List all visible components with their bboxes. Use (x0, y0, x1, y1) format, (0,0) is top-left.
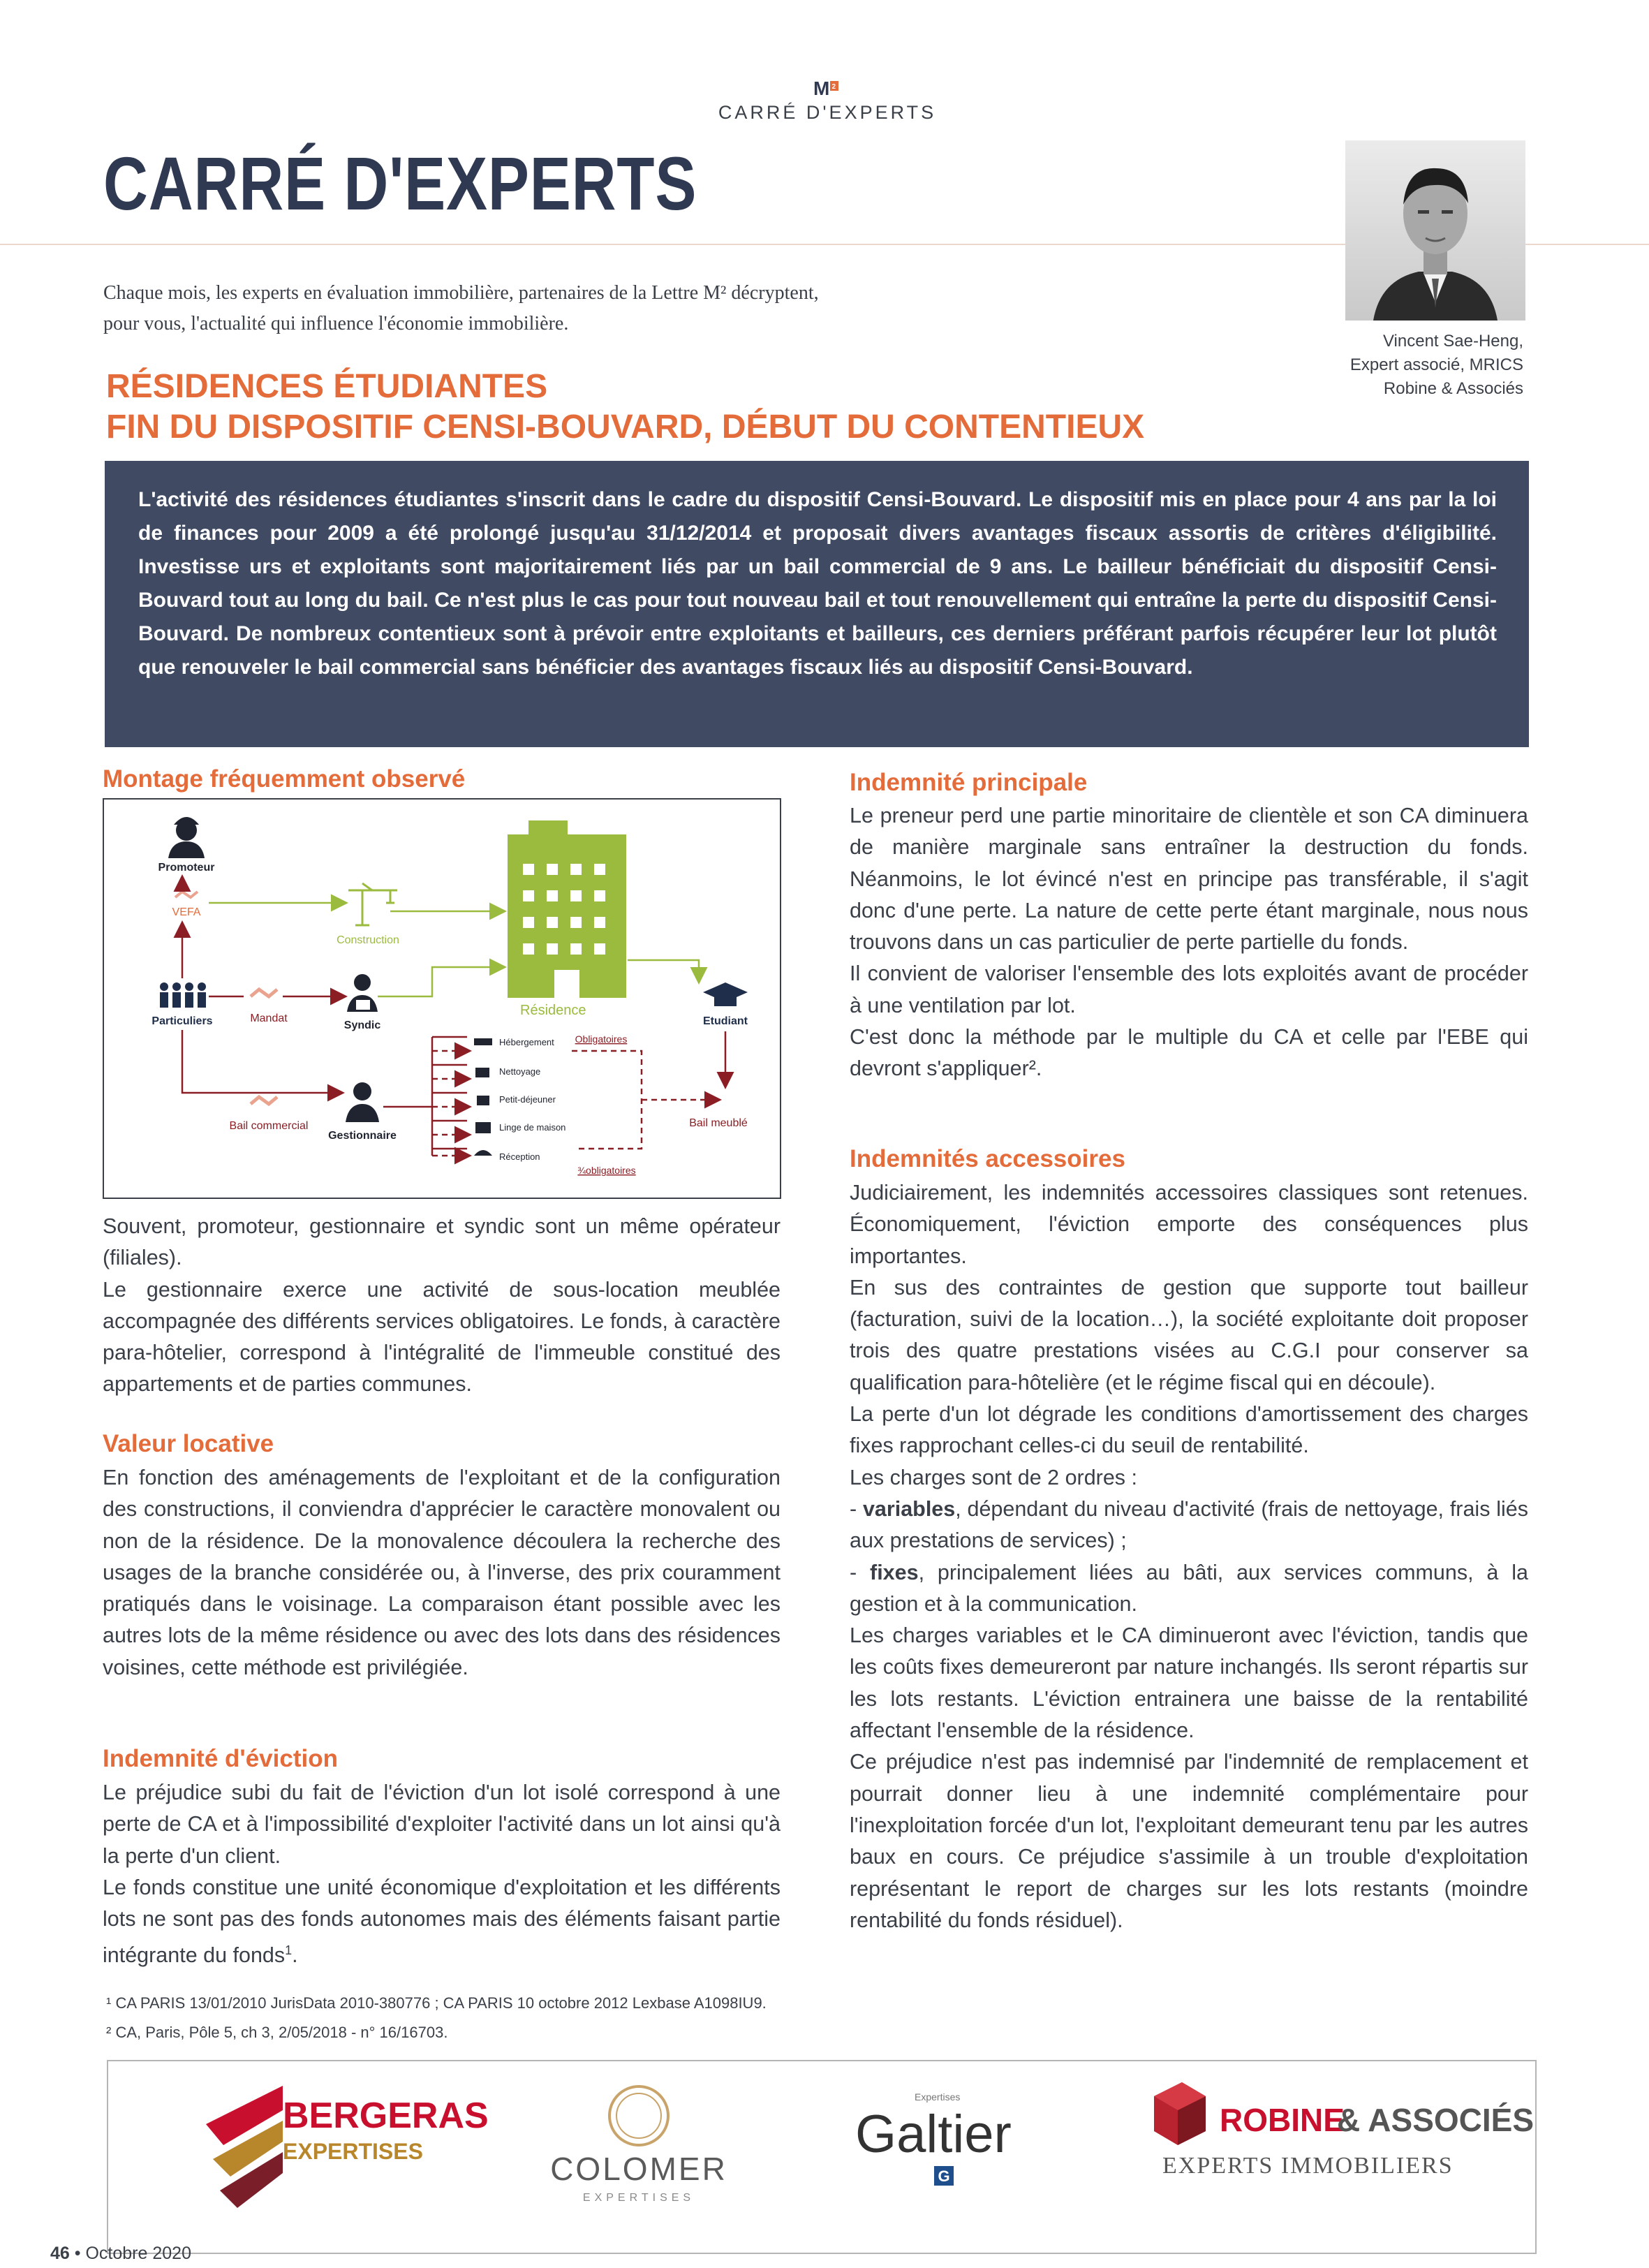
dashed-service-arrows (432, 1051, 718, 1156)
service-reception: Réception (499, 1151, 540, 1162)
eviction-p1: Le préjudice subi du fait de l'éviction d'un lot isolé correspond à une perte de CA et à l'impossibilité d'exploiter l'activité dans un lot ainsi qu'à la perte d'un client. (103, 1781, 781, 1868)
intro-line-2: pour vous, l'actualité qui influence l'économie immobilière. (103, 313, 569, 334)
galtier-logo (855, 2091, 1012, 2186)
obligatoires-3-4-label: ¾obligatoires (577, 1165, 636, 1176)
footnote-2: ² CA, Paris, Pôle 5, ch 3, 2/05/2018 - n° 16/16703. (106, 2024, 448, 2041)
accessoires-bullet-variables (850, 1494, 1528, 1557)
article-title-line-1: RÉSIDENCES ÉTUDIANTES (106, 368, 548, 405)
gestionnaire-label: Gestionnaire (328, 1130, 397, 1142)
footnote-ref-1: 1 (285, 1943, 293, 1958)
article-title (106, 367, 1328, 448)
residence-label: Résidence (520, 1003, 586, 1018)
montage-p1: Souvent, promoteur, gestionnaire et syndic sont un même opérateur (filiales). (103, 1214, 781, 1270)
heading-montage: Montage fréquemment observé (103, 765, 466, 793)
colomer-sub: EXPERTISES (582, 2192, 695, 2204)
bergeras-sub: EXPERTISES (283, 2139, 423, 2164)
intro-line-1: Chaque mois, les experts en évaluation immobilière, partenaires de la Lettre M² décryptent, (103, 282, 819, 304)
syndic-label: Syndic (343, 1019, 381, 1031)
bullet-variables-rest: , dépendant du niveau d'activité (frais de nettoyage, frais liés aux prestations de services) ; (850, 1496, 1528, 1553)
service-linge: Linge de maison (499, 1122, 566, 1133)
page-number: 46 (50, 2244, 70, 2263)
bullet-dash: - (850, 1560, 871, 1584)
eviction-p2-end: . (292, 1943, 298, 1968)
particuliers-icon (160, 982, 206, 1008)
principale-p2: Il convient de valoriser l'ensemble des lots exploités avant de procéder à une ventilation par lot. (850, 962, 1528, 1017)
particuliers-label: Particuliers (151, 1015, 213, 1027)
principale-text (850, 800, 1528, 1085)
footnotes (106, 1989, 1153, 2047)
montage-p2: Le gestionnaire exerce une activité de sous-location meublée accompagnée des différents services obligatoires. Le fonds, à caractère para-hôtelier, correspond à l'intégralité de l'immeuble constitué des appartements et de parties communes. (103, 1277, 781, 1397)
summary-text: L'activité des résidences étudiantes s'inscrit dans le cadre du dispositif Censi-Bouvard. Le dispositif mis en place pour 4 ans par la loi de finances pour 2009 a été prolongé jusqu'au 31/12/2014 et proposait divers avantages fiscaux assortis de critères d'éligibilité. Investisse urs et exploitants sont majoritairement liés par un bail commercial de 9 ans. Le bailleur bénéficiait du dispositif Censi-Bouvard tout au long du bail. Ce n'est plus le cas pour tout nouveau bail et tout renouvellement qui entraîne la perte du dispositif Censi-Bouvard. De nombreux contentieux sont à prévoir entre exploitants et bailleurs, ces derniers préférant parfois récupérer leur lot plutôt que renouveler le bail commercial sans bénéficier des avantages fiscaux liés au dispositif Censi-Bouvard. (138, 488, 1497, 679)
robine-sub: EXPERTS IMMOBILIERS (1162, 2153, 1454, 2179)
accessoires-p5: Les charges variables et le CA diminueront avec l'éviction, tandis que les coûts fixes demeureront par nature inchangés. Ils seront répartis sur les lots restants. L'éviction entrainera une baisse de la rentabilité affectant l'ensemble de la résidence. (850, 1623, 1528, 1743)
mandat-handshake-icon (251, 989, 277, 996)
promoteur-icon (168, 817, 205, 858)
accessoires-text (850, 1177, 1528, 1936)
heading-valeur: Valeur locative (103, 1430, 274, 1457)
principale-p3: C'est donc la méthode par le multiple du CA et celle par l'EBE qui devront s'appliquer². (850, 1025, 1528, 1081)
construction-label: Construction (337, 934, 399, 946)
footer-separator: • (74, 2244, 81, 2263)
residence-building-icon (508, 820, 626, 998)
galtier-small: Expertises (915, 2091, 961, 2103)
valeur-text (103, 1462, 781, 1684)
bergeras-name: BERGERAS (283, 2096, 489, 2136)
montage-text (103, 1211, 781, 1401)
partner-logos (107, 2060, 1537, 2254)
service-icons (474, 1038, 492, 1156)
syndic-icon (347, 974, 378, 1012)
promoteur-label: Promoteur (158, 862, 215, 874)
accessoires-p6: Ce préjudice n'est pas indemnisé par l'indemnité de remplacement et pourrait donner lieu à une indemnité complémentaire pour l'inexploitation forcée d'un lot, l'exploitant demeurant tenu par les autres baux en cours. Ce préjudice s'assimile à un trouble d'exploitation représentant le report de charges sur les lots restants (moindre rentabilité du fonds résiduel). (850, 1750, 1528, 1932)
graduation-cap-icon (703, 982, 748, 1006)
service-hebergement: Hébergement (499, 1037, 554, 1047)
galtier-name: Galtier (855, 2105, 1012, 2164)
svg-text:M: M (813, 78, 830, 99)
valeur-p1: En fonction des aménagements de l'exploitant et de la configuration des constructions, il conviendra d'apprécier le caractère monovalent ou non de la résidence. De la monovalence découlera la recherche des usages de la branche considérée ou, à l'inverse, des prix couramment pratiqués dans le voisinage. La comparaison étant possible avec les autres lots de la même résidence ou avec des lots dans des résidences voisines, cette méthode est privilégiée. (103, 1466, 781, 1679)
bail-commercial-label: Bail commercial (229, 1120, 309, 1132)
author-name: Vincent Sae-Heng, (1382, 332, 1523, 351)
author-role: Expert associé, MRICS (1349, 355, 1523, 374)
accessoires-p4: Les charges sont de 2 ordres : (850, 1465, 1137, 1489)
bullet-fixes-bold: fixes (870, 1560, 919, 1584)
section-label: CARRÉ D'EXPERTS (718, 102, 937, 123)
galtier-g: G (938, 2167, 950, 2185)
crane-icon (348, 883, 397, 925)
robine-logo (1154, 2082, 1534, 2179)
bergeras-logo (206, 2086, 489, 2208)
heading-accessoires: Indemnités accessoires (850, 1145, 1125, 1172)
robine-name: ROBINE (1220, 2102, 1345, 2138)
handshake-icon (175, 892, 198, 897)
intro-text (103, 278, 1011, 339)
montage-diagram (103, 798, 781, 1199)
author-photo (1345, 140, 1525, 321)
eviction-p2 (103, 1872, 781, 1972)
footnote-1: ¹ CA PARIS 13/01/2010 JurisData 2010-380776 ; CA PARIS 10 octobre 2012 Lexbase A1098IU9. (106, 1994, 767, 2012)
article-title-line-2: FIN DU DISPOSITIF CENSI-BOUVARD, DÉBUT DU CONTENTIEUX (106, 408, 1145, 446)
svg-text:2: 2 (831, 83, 836, 91)
gestionnaire-icon (346, 1082, 379, 1122)
service-petit-dejeuner: Petit-déjeuner (499, 1094, 556, 1105)
page-footer (50, 2244, 191, 2264)
accessoires-p2: En sus des contraintes de gestion que supporte tout bailleur (facturation, suivi de la location…), la société exploitante doit proposer trois des quatre prestations visées au C.G.I pour conserver sa qualification para-hôtelière (et le régime fiscal qui en découle). (850, 1275, 1528, 1394)
heading-eviction: Indemnité d'éviction (103, 1745, 338, 1772)
bullet-variables-bold: variables (862, 1496, 956, 1521)
footer-issue: Octobre 2020 (85, 2244, 191, 2263)
bullet-fixes-rest: , principalement liées au bâti, aux services communs, à la gestion et à la communication. (850, 1560, 1528, 1616)
page-title: CARRÉ D'EXPERTS (103, 141, 697, 226)
etudiant-label: Etudiant (703, 1015, 748, 1027)
eviction-p2-text: Le fonds constitue une unité économique d'exploitation et les différents lots ne sont pas des fonds autonomes mais des éléments faisant partie intégrante du fonds (103, 1875, 781, 1968)
eviction-text (103, 1777, 781, 1972)
accessoires-bullet-fixes (850, 1557, 1528, 1621)
mandat-label: Mandat (250, 1012, 288, 1024)
bail-meuble-label: Bail meublé (689, 1117, 748, 1129)
obligatoires-label: Obligatoires (575, 1033, 628, 1045)
accessoires-p1: Judiciairement, les indemnités accessoires classiques sont retenues. Économiquement, l'éviction emporte des conséquences plus importantes. (850, 1181, 1528, 1268)
vefa-label: VEFA (172, 906, 201, 918)
principale-p1: Le preneur perd une partie minoritaire de clientèle et son CA diminuera de manière marginale sans entraîner la destruction du fonds. Néanmoins, le lot évincé n'est en principe pas transférable, il s'agit donc d'une perte. La nature de cette perte étant marginale, nous nous trouvons dans un cas particulier de perte partielle du fonds. (850, 804, 1528, 955)
accessoires-p3: La perte d'un lot dégrade les conditions d'amortissement des charges fixes rapprochant celles-ci du seuil de rentabilité. (850, 1402, 1528, 1458)
robine-associes: & ASSOCIÉS (1337, 2102, 1535, 2138)
bullet-dash: - (850, 1496, 863, 1521)
heading-principale: Indemnité principale (850, 769, 1088, 796)
m2-logo (813, 77, 840, 99)
colomer-name: COLOMER (550, 2151, 727, 2187)
service-nettoyage: Nettoyage (499, 1066, 541, 1077)
colomer-logo (550, 2086, 727, 2204)
author-company: Robine & Associés (1383, 379, 1523, 398)
bail-handshake-icon (251, 1097, 277, 1104)
